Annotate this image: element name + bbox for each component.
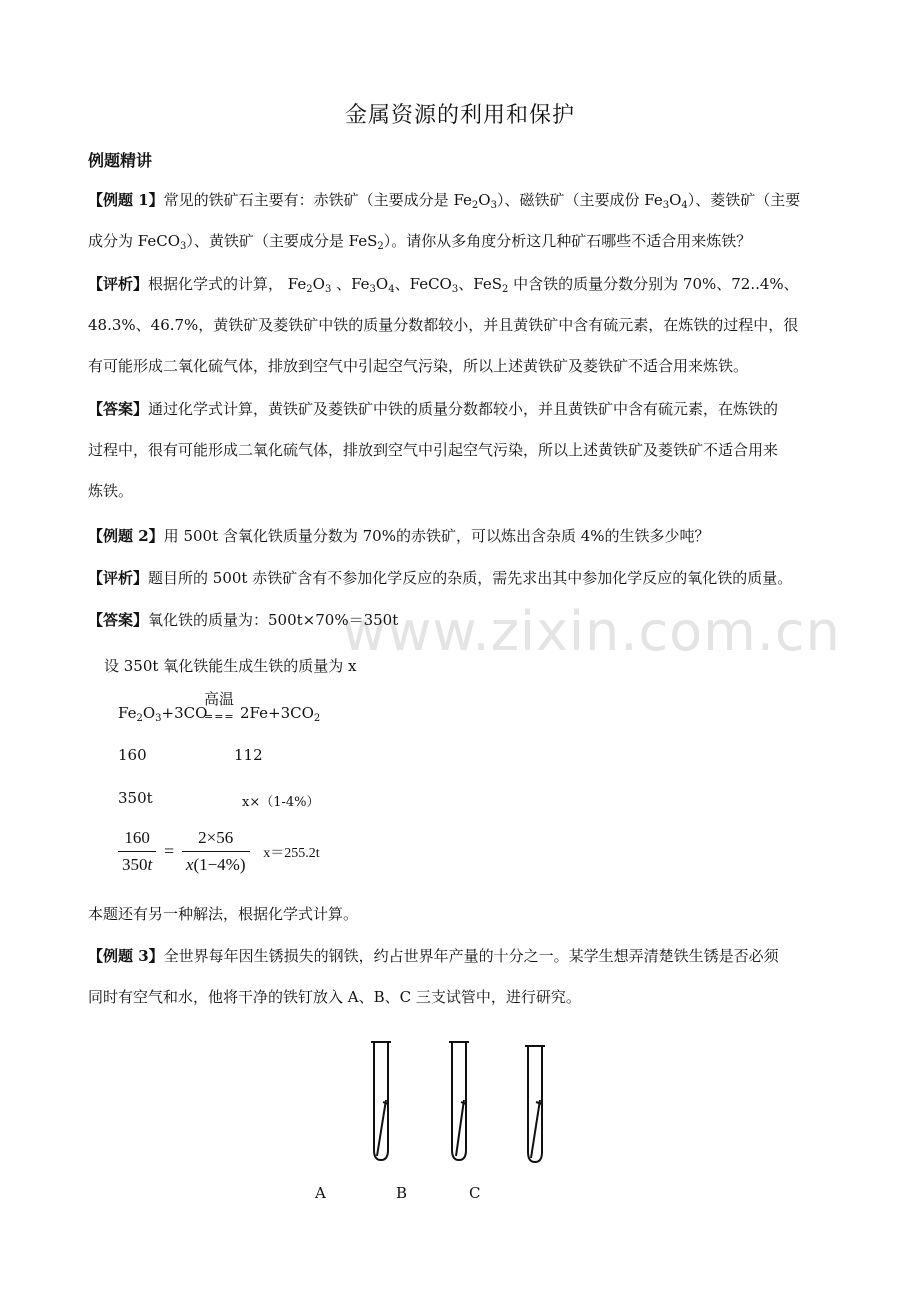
subscript: 2: [313, 713, 321, 724]
text: ）、菱铁矿（主要: [687, 191, 801, 209]
text: ）、黄铁矿（主要成分是 FeS: [186, 232, 378, 250]
answer-1-tag: 【答案】: [88, 400, 149, 418]
subscript: 3: [180, 241, 187, 252]
text: 中含铁的质量分数分别为 70%、72..4%、: [508, 275, 799, 293]
text: Fe: [118, 704, 137, 722]
reaction-arrow: ===: [204, 710, 235, 723]
equation-left: [118, 704, 207, 722]
text: 、FeS: [458, 275, 502, 293]
test-tube-c: [525, 1046, 545, 1162]
example-1-tag: 【例题 1】: [88, 191, 164, 209]
subscript: 3: [662, 200, 670, 211]
section-heading: 例题精讲: [88, 151, 153, 170]
tube-label-b: B: [396, 1184, 408, 1202]
example-3-tag: 【例题 3】: [88, 947, 164, 965]
text: +3CO: [161, 704, 208, 722]
subscript: 2: [471, 200, 479, 211]
text: ）。请你从多角度分析这几种矿石哪些不适合用来炼铁？: [383, 232, 752, 250]
subscript: 3: [490, 200, 497, 211]
mass-fe2o3: 350t: [118, 789, 153, 807]
assumption-line: 设 350t 氧化铁能生成生铁的质量为 x: [104, 657, 357, 675]
text: O: [312, 275, 325, 293]
text: 氧化铁的质量为：500t×70%＝350t: [148, 611, 399, 629]
text: O: [142, 704, 156, 722]
answer-1: [88, 389, 834, 512]
text: 题目所的 500t 赤铁矿含有不参加化学反应的杂质，需先求出其中参加化学反应的氧化铁的质量。: [148, 569, 793, 587]
text: (1−4%): [193, 855, 246, 874]
molar-mass-fe: 112: [234, 746, 263, 764]
text: 、Fe: [331, 275, 370, 293]
subscript: 2: [306, 284, 313, 295]
text: 350: [122, 855, 148, 874]
text: O: [375, 275, 389, 293]
text: 过程中，很有可能形成二氧化硫气体，排放到空气中引起空气污染，所以上述黄铁矿及菱铁矿不适合用来: [88, 441, 779, 459]
example-3: [88, 936, 834, 1018]
analysis-2-tag: 【评析】: [88, 569, 149, 587]
alternative-solution-note: 本题还有另一种解法，根据化学式计算。: [88, 905, 359, 923]
example-2-tag: 【例题 2】: [88, 527, 164, 545]
fraction-right-numerator: 2×56: [182, 828, 250, 852]
text: 同时有空气和水，他将干净的铁钉放入 A、B、C 三支试管中，进行研究。: [88, 988, 581, 1006]
subscript: 3: [451, 284, 459, 295]
fraction-right-denominator: [182, 852, 250, 875]
subscript: 4: [681, 200, 688, 211]
subscript: 3: [324, 284, 332, 295]
text: 成分为 FeCO: [88, 232, 181, 250]
subscript: 2: [136, 713, 143, 724]
answer-2-tag: 【答案】: [88, 611, 149, 629]
fraction-left-denominator: [118, 852, 156, 875]
test-tube-a: [371, 1042, 391, 1160]
text: 通过化学式计算，黄铁矿及菱铁矿中铁的质量分数都较小，并且黄铁矿中含有硫元素，在炼铁的: [148, 400, 779, 418]
subscript: 3: [155, 713, 162, 724]
mass-fe-expression: x×（1-4%）: [242, 795, 320, 810]
test-tube-b: [449, 1042, 469, 1160]
equation-right: [240, 704, 320, 722]
page-title: 金属资源的利用和保护: [344, 103, 575, 128]
reaction-condition: 高温: [204, 690, 235, 708]
text: 用 500t 含氧化铁质量分数为 70%的赤铁矿，可以炼出含杂质 4%的生铁多少吨？: [163, 527, 710, 545]
text: 根据化学式的计算， Fe: [148, 275, 307, 293]
text: t: [147, 855, 153, 874]
text: 常见的铁矿石主要有：赤铁矿（主要成分是 Fe: [163, 191, 472, 209]
tube-label-c: C: [469, 1184, 481, 1202]
text: 2Fe+3CO: [240, 704, 314, 722]
watermark: www.zixin.com.cn: [342, 600, 841, 663]
text: 48.3%、46.7%，黄铁矿及菱铁矿中铁的质量分数都较小，并且黄铁矿中含有硫元素，在炼铁的过程中，很: [88, 316, 799, 334]
subscript: 2: [377, 241, 384, 252]
text: 有可能形成二氧化硫气体，排放到空气中引起空气污染，所以上述黄铁矿及菱铁矿不适合用来炼铁。: [88, 357, 749, 375]
equals-sign: =: [163, 841, 175, 861]
analysis-1-tag: 【评析】: [88, 275, 149, 293]
test-tubes-figure: [360, 1036, 560, 1166]
answer-2: [88, 600, 834, 641]
subscript: 3: [369, 284, 376, 295]
subscript: 4: [388, 284, 395, 295]
molar-mass-fe2o3: 160: [118, 746, 147, 764]
example-1: [88, 180, 834, 262]
text: O: [478, 191, 491, 209]
text: 、FeCO: [394, 275, 452, 293]
text: x: [185, 855, 194, 874]
proportion-equation: [118, 828, 320, 875]
analysis-1: [88, 264, 834, 387]
text: 全世界每年因生锈损失的钢铁，约占世界年产量的十分之一。某学生想弄清楚铁生锈是否必须: [163, 947, 779, 965]
result: x＝255.2t: [263, 845, 320, 861]
tube-label-a: A: [315, 1184, 326, 1202]
subscript: 2: [501, 284, 509, 295]
fraction-left-numerator: 160: [118, 828, 156, 852]
fraction-left: [118, 828, 156, 875]
text: ）、磁铁矿（主要成份 Fe: [496, 191, 663, 209]
analysis-2: [88, 558, 834, 599]
fraction-right: [182, 828, 250, 875]
example-2: [88, 516, 834, 557]
text: 炼铁。: [88, 482, 134, 500]
text: O: [669, 191, 682, 209]
